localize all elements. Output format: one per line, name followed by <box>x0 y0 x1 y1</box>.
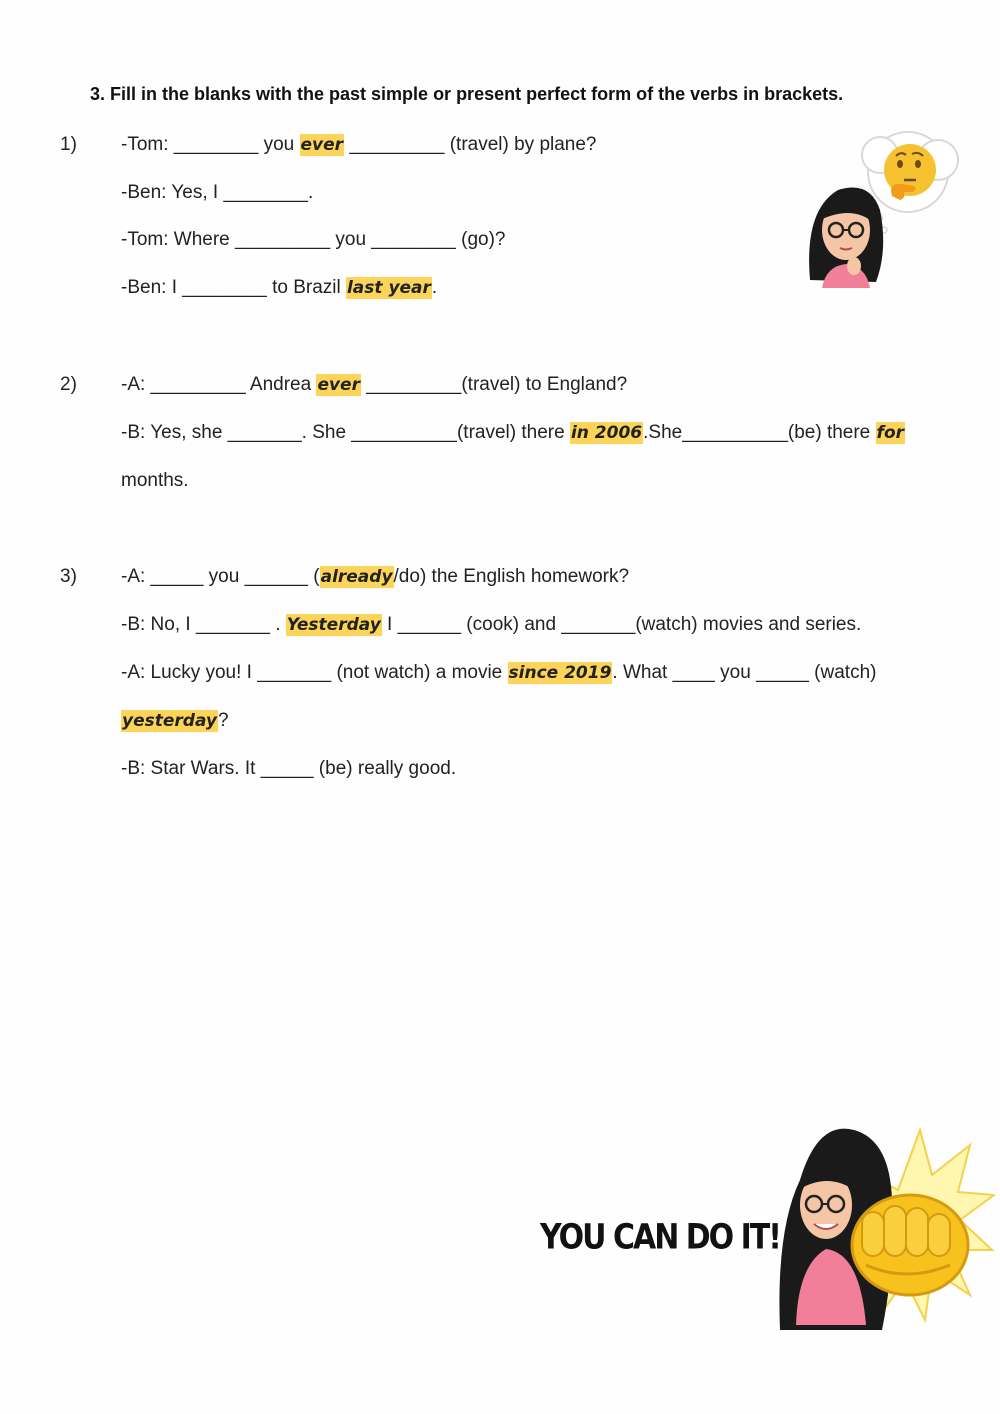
line-text: /do) the English homework? <box>393 566 630 587</box>
line-text: -A: _____ you ______ ( <box>121 566 320 587</box>
exercise-heading: 3. Fill in the blanks with the past simple or present perfect form of the verbs in brackets. <box>90 84 844 104</box>
exercise-number: 2) <box>60 374 77 395</box>
motivation-text: YOU CAN DO IT! <box>540 1217 780 1258</box>
highlight-word: ever <box>317 375 360 395</box>
line-text: -B: No, I _______ . <box>121 614 286 635</box>
line-text: _________ (travel) by plane? <box>344 134 597 155</box>
highlight-word: since 2019 <box>508 663 612 683</box>
dialogue-line: months. <box>121 470 189 491</box>
fist-icon <box>852 1195 968 1295</box>
dialogue-line <box>121 566 629 588</box>
fist-avatar-icon <box>770 1120 995 1335</box>
dialogue-line: -Ben: Yes, I ________. <box>121 182 314 203</box>
highlight-word: Yesterday <box>286 615 381 635</box>
dialogue-line <box>121 614 861 636</box>
line-text: -B: Yes, she _______. She __________(travel) there <box>121 422 570 443</box>
dialogue-line: -Tom: Where _________ you ________ (go)? <box>121 229 506 250</box>
line-text: -A: _________ Andrea <box>121 374 317 395</box>
line-text: . What ____ you _____ (watch) <box>612 662 877 683</box>
exercise-number: 3) <box>60 566 77 587</box>
line-text: I ______ (cook) and _______(watch) movies and series. <box>381 614 862 635</box>
dialogue-line <box>121 422 905 444</box>
line-text: -A: Lucky you! I _______ (not watch) a movie <box>121 662 508 683</box>
dialogue-line: -B: Star Wars. It _____ (be) really good. <box>121 758 457 779</box>
line-text: .She__________(be) there <box>643 422 876 443</box>
exercise-number: 1) <box>60 134 77 155</box>
line-text: -Tom: ________ you <box>121 134 300 155</box>
highlight-word: already <box>320 567 393 587</box>
line-text: _________(travel) to England? <box>360 374 628 395</box>
highlight-word: in 2006 <box>570 423 643 443</box>
dialogue-line <box>121 277 437 299</box>
highlight-word: yesterday <box>122 711 217 731</box>
line-text: -Ben: I ________ to Brazil <box>121 277 346 298</box>
dialogue-line <box>121 134 597 156</box>
dialogue-line <box>121 374 627 396</box>
thinking-avatar-icon <box>800 120 965 290</box>
highlight-word: last year <box>346 278 431 298</box>
highlight-word: ever <box>300 135 344 155</box>
line-text: . <box>431 277 438 298</box>
line-text: ? <box>217 710 229 731</box>
highlight-word: for <box>876 423 905 443</box>
dialogue-line <box>121 662 876 684</box>
dialogue-line <box>121 710 229 732</box>
